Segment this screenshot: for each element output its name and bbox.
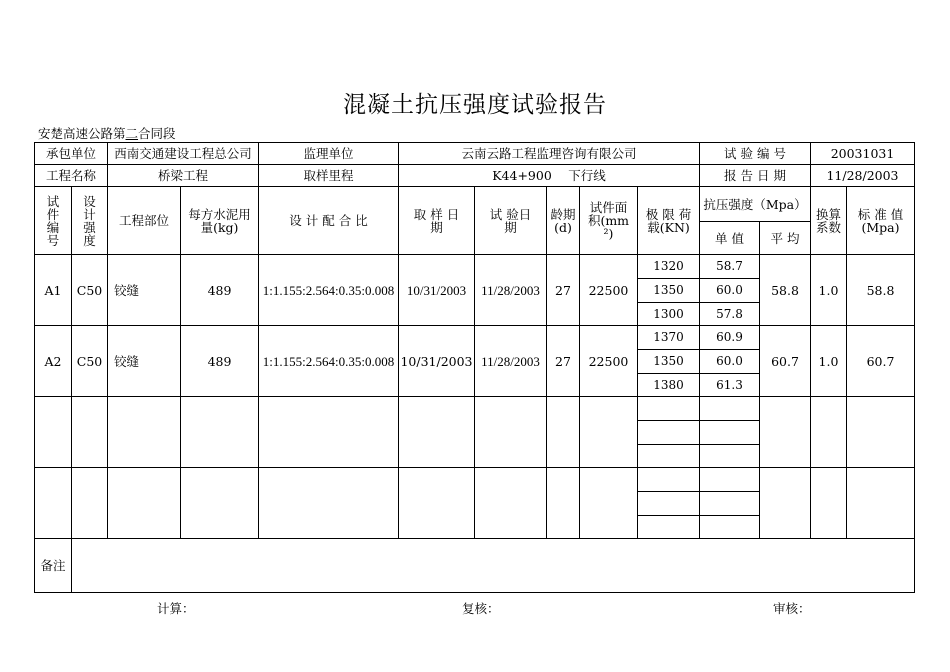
col-age: 龄期(d)	[550, 206, 576, 235]
col-part: 工程部位	[118, 213, 169, 228]
mix-ratio: 1:1.155:2.564:0.35:0.008	[262, 353, 395, 369]
single-strength: 60.0	[716, 354, 743, 368]
col-cement: 每方水泥用量(kg)	[188, 206, 251, 235]
single-strength: 58.7	[716, 259, 743, 273]
col-strength: 抗压强度（Mpa）	[703, 196, 807, 212]
col-test-date: 试 验日 期	[489, 206, 532, 235]
test-number-label: 试 验 编 号	[724, 146, 786, 161]
remarks-label: 备注	[40, 558, 66, 573]
load-value: 1300	[653, 306, 684, 321]
audited-by-label: 审核：	[773, 601, 811, 616]
col-standard: 标 准 值(Mpa)	[857, 206, 904, 235]
contractor-label: 承包单位	[45, 146, 96, 161]
conversion-coefficient: 1.0	[818, 353, 839, 369]
supervisor-value: 云南云路工程监理咨询有限公司	[461, 146, 637, 161]
col-design-strength: 设计强度	[83, 193, 96, 248]
standard-value: 58.8	[866, 282, 895, 298]
specimen-id: A2	[44, 353, 62, 369]
col-area: 试件面积(mm²)	[587, 200, 630, 241]
specimen-id: A1	[44, 282, 62, 298]
col-specimen-no: 试件编号	[46, 193, 60, 248]
load-value: 1350	[653, 354, 684, 368]
contract-section-number: 二	[125, 126, 139, 141]
col-sample-date: 取 样 日 期	[413, 206, 460, 235]
sample-date: 10/31/2003	[400, 353, 473, 369]
project-part: 铰缝	[114, 353, 140, 369]
standard-value: 60.7	[866, 353, 895, 369]
contract-section-suffix: 合同段	[138, 126, 176, 141]
test-date: 11/28/2003	[481, 282, 540, 298]
average-strength: 60.7	[771, 353, 799, 369]
col-single: 单 值	[715, 230, 744, 246]
single-strength: 60.9	[716, 330, 743, 344]
load-value: 1380	[653, 377, 684, 392]
load-value: 1320	[653, 259, 684, 273]
single-strength: 61.3	[716, 377, 743, 392]
calculated-by-label: 计算：	[157, 601, 195, 616]
age: 27	[555, 282, 571, 298]
single-strength: 57.8	[716, 306, 743, 321]
average-strength: 58.8	[771, 282, 799, 298]
contractor-value: 西南交通建设工程总公司	[114, 146, 252, 161]
col-load: 极 限 荷 载(KN)	[645, 206, 692, 235]
design-grade: C50	[76, 282, 103, 298]
col-mix-ratio: 设 计 配 合 比	[289, 213, 368, 228]
sampling-value: K44+900 下行线	[492, 168, 606, 183]
single-strength: 60.0	[716, 283, 743, 297]
sample-date: 10/31/2003	[406, 282, 467, 298]
project-part: 铰缝	[114, 282, 140, 298]
test-number-value: 20031031	[830, 146, 895, 161]
supervisor-label: 监理单位	[303, 146, 354, 161]
col-coefficient: 换算系数	[816, 206, 842, 235]
conversion-coefficient: 1.0	[818, 282, 839, 298]
cement-amount: 489	[207, 353, 232, 369]
design-grade: C50	[76, 353, 103, 369]
reviewed-by-label: 复核：	[462, 601, 500, 616]
sampling-label: 取样里程	[303, 168, 354, 183]
load-value: 1350	[653, 283, 684, 297]
contract-section-prefix: 安楚高速公路第	[38, 126, 126, 141]
mix-ratio: 1:1.155:2.564:0.35:0.008	[262, 282, 395, 298]
col-average: 平 均	[770, 230, 800, 246]
report-date-value: 11/28/2003	[826, 168, 899, 183]
project-label: 工程名称	[45, 168, 96, 183]
load-value: 1370	[653, 330, 684, 344]
age: 27	[555, 353, 571, 369]
area: 22500	[588, 282, 629, 298]
area: 22500	[588, 353, 629, 369]
report-title: 混凝土抗压强度试验报告	[343, 92, 607, 118]
test-date: 11/28/2003	[481, 353, 540, 369]
cement-amount: 489	[207, 282, 232, 298]
report-date-label: 报 告 日 期	[724, 168, 786, 183]
project-value: 桥梁工程	[157, 168, 208, 183]
